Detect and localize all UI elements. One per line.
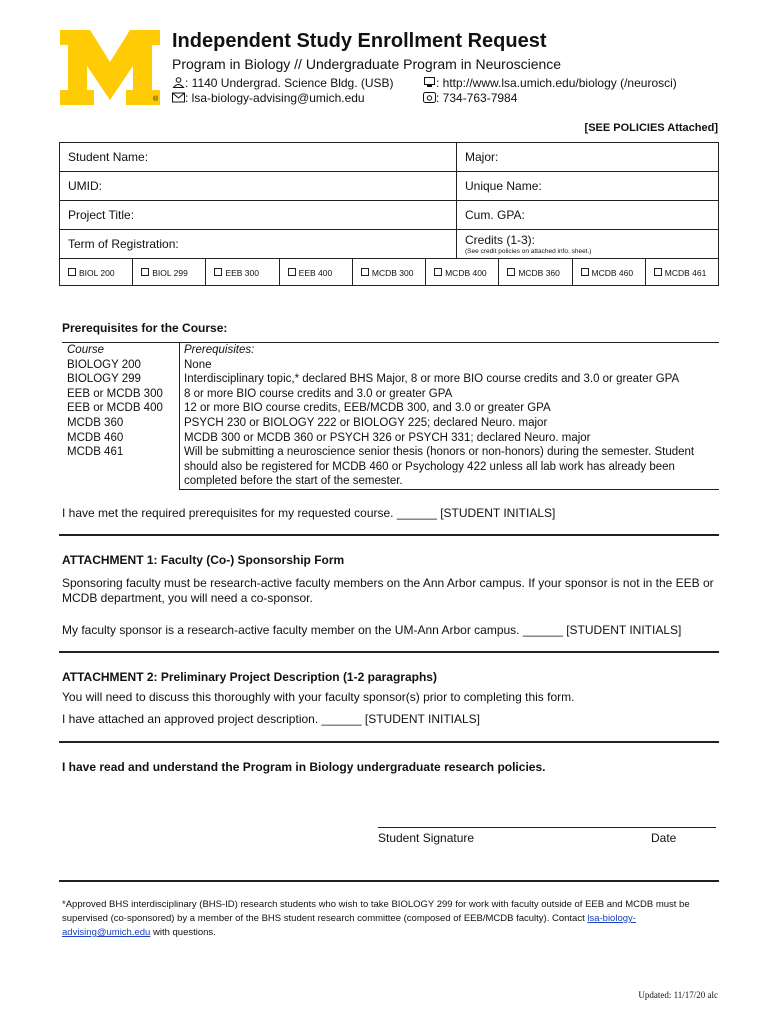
table-row <box>62 431 719 446</box>
course-cell: BIOLOGY 200 <box>67 358 141 371</box>
umid-field[interactable]: UMID: <box>60 172 457 201</box>
table-row <box>62 401 719 416</box>
checkbox[interactable] <box>581 268 589 276</box>
course-cell: MCDB 460 <box>67 431 124 444</box>
email-text[interactable]: : lsa-biology-advising@umich.edu <box>185 91 365 105</box>
registered-mark: ® <box>153 96 159 103</box>
req-cell: PSYCH 230 or BIOLOGY 222 or BIOLOGY 225; declared Neuro. major <box>180 416 720 431</box>
policies-note: [SEE POLICIES Attached] <box>584 122 718 134</box>
course-option[interactable] <box>60 259 133 285</box>
address-line <box>172 76 394 90</box>
course-label: MCDB 460 <box>591 268 634 278</box>
course-option[interactable] <box>573 259 646 285</box>
website-text[interactable]: : http://www.lsa.umich.edu/biology (/neurosci) <box>436 76 677 90</box>
course-cell: MCDB 461 <box>67 446 124 459</box>
email-line <box>172 91 365 105</box>
footnote <box>62 898 718 940</box>
credits-field[interactable] <box>457 230 719 259</box>
course-label: MCDB 400 <box>445 268 487 278</box>
course-checkbox-row <box>59 259 719 286</box>
section-divider <box>59 880 719 882</box>
course-option[interactable] <box>499 259 572 285</box>
term-field[interactable]: Term of Registration: <box>60 230 457 259</box>
req-cell: Interdisciplinary topic,* declared BHS Major, 8 or more BIO course credits and 3.0 or greater GPA <box>180 372 720 387</box>
attachment2-text: You will need to discuss this thoroughly with your faculty sponsor(s) prior to completing this form. <box>62 690 575 704</box>
table-row <box>62 387 719 402</box>
section-divider <box>59 534 719 536</box>
project-title-field[interactable]: Project Title: <box>60 201 457 230</box>
phone-line <box>423 91 517 105</box>
phone-text: : 734-763-7984 <box>436 91 518 105</box>
date-label: Date <box>651 831 677 845</box>
checkbox[interactable] <box>214 268 222 276</box>
attachment1-heading: ATTACHMENT 1: Faculty (Co-) Sponsorship Form <box>62 553 345 567</box>
checkbox[interactable] <box>361 268 369 276</box>
course-option[interactable] <box>353 259 426 285</box>
course-cell: EEB or MCDB 300 <box>67 387 163 400</box>
req-cell: Will be submitting a neuroscience senior thesis (honors or non-honors) during the semester. Student should also be registered for MCDB 460 or Psychology 422 unless all lab work has already been completed before the start of the semester. <box>180 445 720 489</box>
website-line <box>423 76 677 90</box>
phone-icon <box>423 92 436 103</box>
person-icon <box>172 77 185 88</box>
enrollment-form-table <box>59 142 719 259</box>
table-row <box>62 358 719 373</box>
footnote-text: *Approved BHS interdisciplinary (BHS-ID) research students who wish to take BIOLOGY 299 for work with faculty outside of EEB and MCDB must be supervised (co-sponsored) by a member of the BHS student research committee (composed of EEB/MCDB faculty). Contact <box>62 899 690 924</box>
advising-email-link[interactable]: lsa-biology-advising@umich.edu <box>62 913 636 938</box>
checkbox[interactable] <box>288 268 296 276</box>
checkbox[interactable] <box>654 268 662 276</box>
prereq-heading: Prerequisites for the Course: <box>62 321 228 335</box>
signature-label: Student Signature <box>378 831 475 845</box>
course-option[interactable] <box>426 259 499 285</box>
student-name-field[interactable]: Student Name: <box>60 143 457 172</box>
footnote-tail: with questions. <box>150 927 216 938</box>
req-cell: 8 or more BIO course credits and 3.0 or greater GPA <box>180 387 720 402</box>
address-text: : 1140 Undergrad. Science Bldg. (USB) <box>185 76 394 90</box>
policy-acknowledgement: I have read and understand the Program in Biology undergraduate research policies. <box>62 760 546 774</box>
attachment2-confirm[interactable]: I have attached an approved project description. ______ [STUDENT INITIALS] <box>62 712 481 726</box>
updated-note: Updated: 11/17/20 alc <box>638 990 718 1000</box>
course-option[interactable] <box>206 259 279 285</box>
table-row <box>62 416 719 431</box>
prereq-col-course: Course <box>67 344 105 356</box>
checkbox[interactable] <box>68 268 76 276</box>
section-divider <box>59 651 719 653</box>
attachment2-heading: ATTACHMENT 2: Preliminary Project Description (1-2 paragraphs) <box>62 670 437 684</box>
course-label: MCDB 360 <box>518 268 560 278</box>
table-row <box>62 372 719 387</box>
course-label: EEB 400 <box>298 268 333 278</box>
section-divider <box>59 741 719 743</box>
course-label: BIOL 200 <box>79 268 115 278</box>
checkbox[interactable] <box>141 268 149 276</box>
university-m-logo <box>60 30 160 105</box>
course-option[interactable] <box>133 259 206 285</box>
req-cell: None <box>180 358 720 373</box>
checkbox[interactable] <box>507 268 515 276</box>
table-row <box>62 445 719 489</box>
course-option[interactable] <box>280 259 353 285</box>
req-cell: 12 or more BIO course credits, EEB/MCDB 300, and 3.0 or greater GPA <box>180 401 720 416</box>
course-label: EEB 300 <box>225 268 259 278</box>
prereq-col-prereq: Prerequisites: <box>180 343 720 358</box>
req-cell: MCDB 300 or MCDB 360 or PSYCH 326 or PSYCH 331; declared Neuro. major <box>180 431 720 446</box>
prereq-table <box>62 343 719 490</box>
signature-line[interactable] <box>378 827 716 828</box>
course-cell: MCDB 360 <box>67 416 124 429</box>
page-subtitle: Program in Biology // Undergraduate Program in Neuroscience <box>172 56 562 72</box>
unique-name-field[interactable]: Unique Name: <box>457 172 719 201</box>
gpa-field[interactable]: Cum. GPA: <box>457 201 719 230</box>
envelope-icon <box>172 92 185 103</box>
checkbox[interactable] <box>434 268 442 276</box>
credits-note: (See credit policies on attached info. sheet.) <box>465 248 592 255</box>
attachment1-confirm[interactable]: My faculty sponsor is a research-active faculty member on the UM-Ann Arbor campus. ______ [STUDENT INITIALS] <box>62 623 682 637</box>
course-cell: BIOLOGY 299 <box>67 373 141 386</box>
course-label: MCDB 461 <box>664 268 707 278</box>
computer-icon <box>423 77 436 88</box>
course-option[interactable] <box>646 259 718 285</box>
course-label: MCDB 300 <box>371 268 414 278</box>
course-label: BIOL 299 <box>152 268 188 278</box>
credits-label: Credits (1-3): <box>465 233 536 247</box>
major-field[interactable]: Major: <box>457 143 719 172</box>
attachment1-text: Sponsoring faculty must be research-active faculty members on the Ann Arbor campus. If your sponsor is not in the EEB or MCDB department, you will need a co-sponsor. <box>62 576 714 605</box>
course-cell: EEB or MCDB 400 <box>67 402 163 415</box>
page-title: Independent Study Enrollment Request <box>172 30 547 52</box>
prereq-confirm[interactable]: I have met the required prerequisites for my requested course. ______ [STUDENT INITIALS] <box>62 506 556 520</box>
